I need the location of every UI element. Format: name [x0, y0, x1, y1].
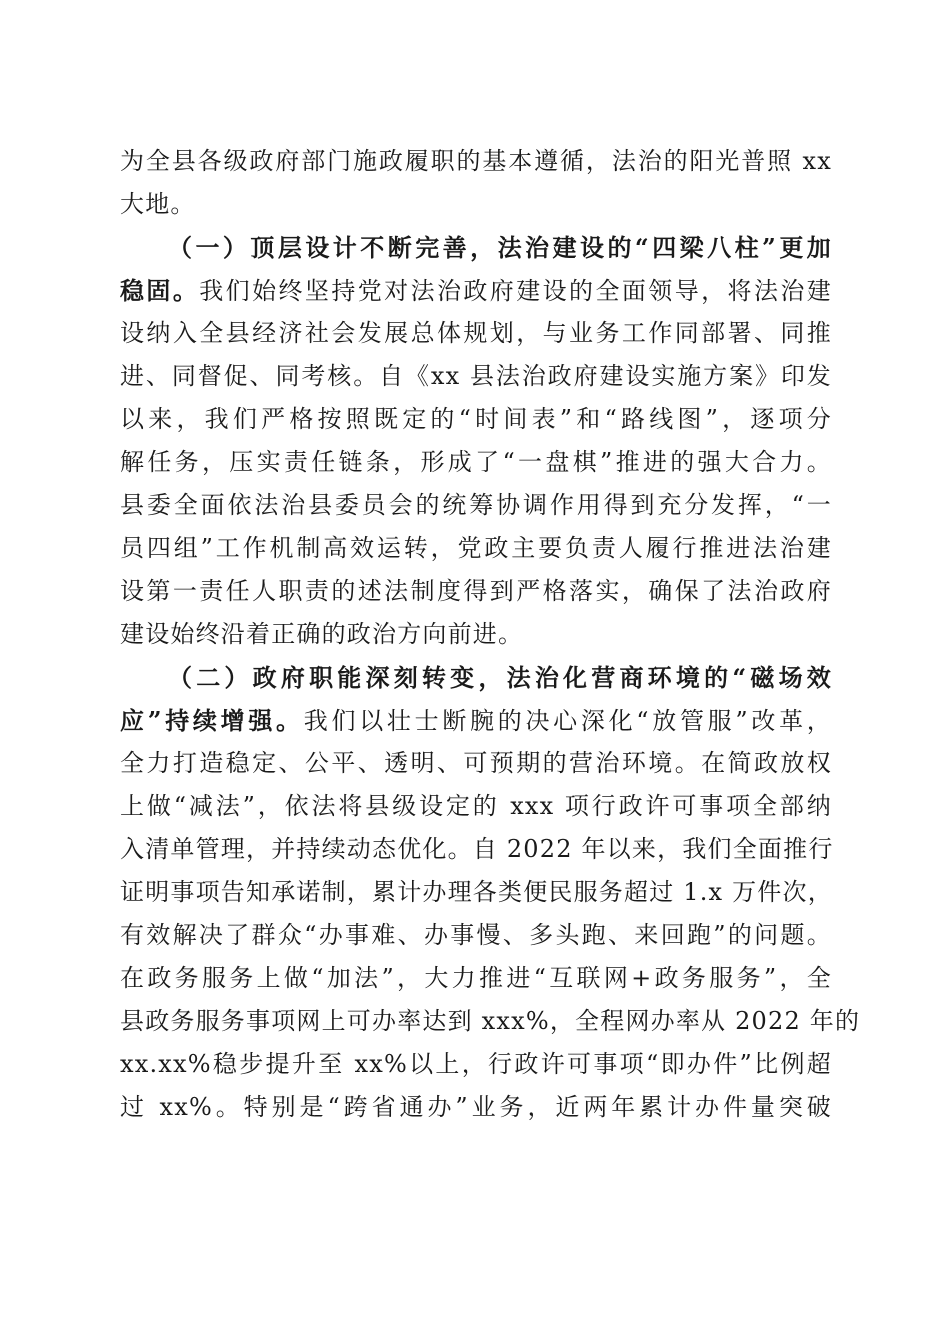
body-text-segment: 员四组”工作机制高效运转，党政主要负责人履行推进法治建 [120, 534, 832, 562]
body-text-segment: 大地。 [120, 190, 196, 218]
body-text [120, 140, 861, 1129]
text-line [120, 785, 832, 828]
body-text-segment: 入清单管理，并持续动态优化。自 2022 年以来，我们全面推行 [120, 835, 834, 863]
text-line [120, 699, 832, 742]
body-text-segment: 我们始终坚持党对法治政府建设的全面领导，将法治建 [199, 277, 832, 305]
bold-heading-text: 稳固。 [120, 276, 200, 305]
text-line [120, 1086, 832, 1129]
body-text-segment: xx.xx%稳步提升至 xx%以上，行政许可事项“即办件”比例超 [120, 1050, 832, 1078]
body-text-segment: 以来，我们严格按照既定的“时间表”和“路线图”，逐项分 [120, 405, 832, 433]
text-line [120, 140, 832, 183]
bold-heading-text: （二）政府职能深刻转变，法治化营商环境的“磁场效 [168, 663, 832, 692]
body-text-segment: 在政务服务上做“加法”，大力推进“互联网+政务服务”，全 [120, 964, 832, 992]
body-text-segment: 建设始终沿着正确的政治方向前进。 [120, 620, 524, 648]
text-line [120, 613, 832, 656]
body-text-segment: 解任务，压实责任链条，形成了“一盘棋”推进的强大合力。 [120, 448, 832, 476]
body-text-segment: 设纳入全县经济社会发展总体规划，与业务工作同部署、同推 [120, 319, 832, 347]
text-line [120, 183, 832, 226]
text-line [120, 914, 832, 957]
body-text-segment: 为全县各级政府部门施政履职的基本遵循，法治的阳光普照 xx [120, 147, 832, 175]
body-text-segment: 过 xx%。特别是“跨省通办”业务，近两年累计办件量突破 [120, 1093, 832, 1121]
text-line [120, 398, 832, 441]
text-line [120, 656, 832, 699]
text-line [120, 484, 832, 527]
text-line [120, 226, 832, 269]
text-line [120, 312, 832, 355]
text-line [120, 441, 832, 484]
body-text-segment: 县政务服务事项网上可办率达到 xxx%，全程网办率从 2022 年的 [120, 1007, 861, 1035]
text-line [120, 1043, 832, 1086]
text-line [120, 355, 832, 398]
bold-heading-text: 应”持续增强。 [120, 706, 304, 735]
text-line [120, 957, 832, 1000]
text-line [120, 269, 832, 312]
body-text-segment: 有效解决了群众“办事难、办事慢、多头跑、来回跑”的问题。 [120, 921, 832, 949]
text-line [120, 828, 832, 871]
text-line [120, 527, 832, 570]
body-text-segment: 县委全面依法治县委员会的统筹协调作用得到充分发挥，“一 [120, 491, 832, 519]
body-text-segment: 全力打造稳定、公平、透明、可预期的营治环境。在简政放权 [120, 749, 832, 777]
text-line [120, 871, 832, 914]
body-text-segment: 进、同督促、同考核。自《xx 县法治政府建设实施方案》印发 [120, 362, 832, 390]
bold-heading-text: （一）顶层设计不断完善，法治建设的“四梁八柱”更加 [168, 233, 832, 262]
text-line [120, 742, 832, 785]
body-text-segment: 设第一责任人职责的述法制度得到严格落实，确保了法治政府 [120, 577, 832, 605]
body-text-segment: 证明事项告知承诺制，累计办理各类便民服务超过 1.x 万件次， [120, 878, 833, 906]
text-line [120, 1000, 861, 1043]
text-line [120, 570, 832, 613]
body-text-segment: 我们以壮士断腕的决心深化“放管服”改革， [303, 707, 832, 735]
body-text-segment: 上做“减法”，依法将县级设定的 xxx 项行政许可事项全部纳 [120, 792, 832, 820]
